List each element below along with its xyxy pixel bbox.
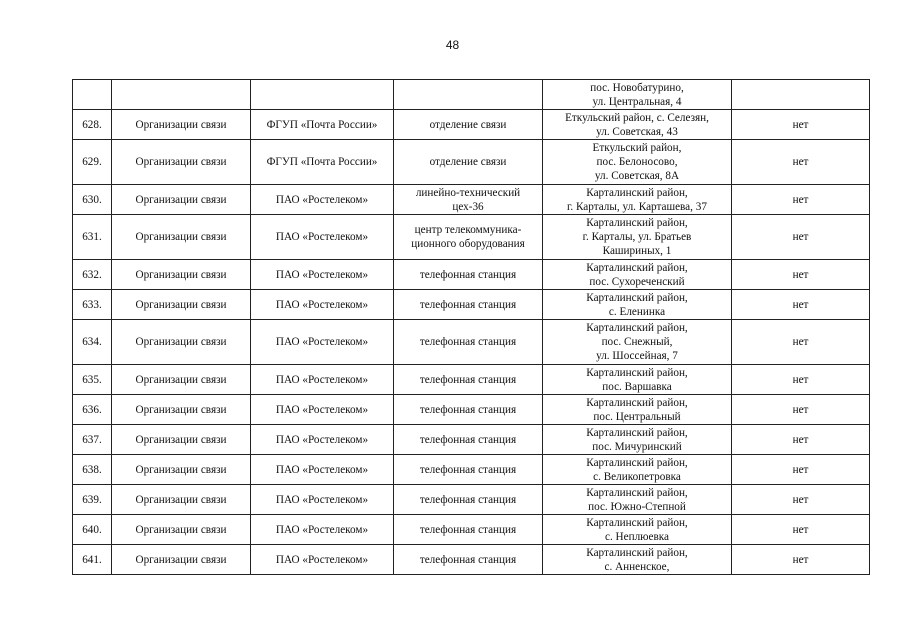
- table-row-continuation: [73, 80, 870, 110]
- organization-name-cell: ПАО «Ростелеком»: [251, 425, 394, 455]
- object-cell-line: телефонная станция: [419, 433, 517, 446]
- address-cell: [543, 80, 732, 110]
- object-cell-line: ционного оборудования: [411, 238, 525, 250]
- address-cell: [543, 260, 732, 290]
- row-number-cell: 629.: [73, 140, 112, 185]
- table-row: [73, 110, 870, 140]
- table-row: [73, 215, 870, 260]
- status-cell: нет: [732, 455, 870, 485]
- object-cell-line: телефонная станция: [419, 463, 517, 476]
- row-number-cell: [73, 80, 112, 110]
- address-cell-line: Карталинский район,: [586, 366, 688, 379]
- organization-type-cell: Организации связи: [112, 515, 251, 545]
- address-cell-line: Карталинский район,: [586, 486, 688, 499]
- organization-name-cell: ПАО «Ростелеком»: [251, 515, 394, 545]
- address-cell-line: пос. Южно-Степной: [588, 500, 686, 513]
- organization-name-cell: ПАО «Ростелеком»: [251, 455, 394, 485]
- row-number-cell: 633.: [73, 290, 112, 320]
- page-number: 48: [445, 38, 460, 52]
- address-cell-line: Карталинский район,: [586, 546, 688, 559]
- object-cell: [394, 215, 543, 260]
- object-cell-line: линейно-технический: [415, 186, 521, 199]
- organization-name-cell: ПАО «Ростелеком»: [251, 260, 394, 290]
- object-cell-line: телефонная станция: [419, 336, 517, 348]
- address-cell-line: Карталинский район,: [586, 322, 688, 334]
- organization-name-cell: ПАО «Ростелеком»: [251, 395, 394, 425]
- status-cell: нет: [732, 365, 870, 395]
- object-cell: [394, 485, 543, 515]
- organization-name-cell: ПАО «Ростелеком»: [251, 485, 394, 515]
- object-cell-line: центр телекоммуника-: [414, 224, 522, 236]
- address-cell-line: пос. Сухореченский: [589, 275, 685, 288]
- object-cell: [394, 425, 543, 455]
- row-number-cell: 638.: [73, 455, 112, 485]
- address-cell-line: Карталинский район,: [586, 456, 688, 469]
- row-number-cell: 635.: [73, 365, 112, 395]
- organization-type-cell: Организации связи: [112, 455, 251, 485]
- organization-name-cell: ФГУП «Почта России»: [251, 140, 394, 185]
- organization-name-cell: [251, 80, 394, 110]
- organization-type-cell: Организации связи: [112, 290, 251, 320]
- address-cell: [543, 485, 732, 515]
- object-cell: [394, 80, 543, 110]
- object-cell: [394, 515, 543, 545]
- row-number-cell: 637.: [73, 425, 112, 455]
- organization-type-cell: Организации связи: [112, 215, 251, 260]
- row-number-cell: 628.: [73, 110, 112, 140]
- row-number-cell: 636.: [73, 395, 112, 425]
- row-number-cell: 632.: [73, 260, 112, 290]
- address-cell-line: с. Еленинка: [608, 305, 666, 318]
- address-cell-line: с. Анненское,: [604, 560, 670, 573]
- address-cell: [543, 545, 732, 575]
- status-cell: нет: [732, 515, 870, 545]
- address-cell-line: Еткульский район, с. Селезян,: [565, 111, 709, 124]
- status-cell: нет: [732, 320, 870, 365]
- row-number-cell: 640.: [73, 515, 112, 545]
- address-cell: [543, 365, 732, 395]
- table-row: [73, 290, 870, 320]
- status-cell: нет: [732, 545, 870, 575]
- status-cell: нет: [732, 110, 870, 140]
- object-cell: [394, 290, 543, 320]
- address-cell: [543, 515, 732, 545]
- address-cell-line: ул. Советская, 43: [596, 125, 678, 138]
- address-cell-line: пос. Белоносово,: [596, 156, 678, 168]
- organization-type-cell: Организации связи: [112, 140, 251, 185]
- organization-name-cell: ФГУП «Почта России»: [251, 110, 394, 140]
- table-row: [73, 185, 870, 215]
- organization-name-cell: ПАО «Ростелеком»: [251, 320, 394, 365]
- organization-type-cell: Организации связи: [112, 260, 251, 290]
- object-cell-line: телефонная станция: [419, 523, 517, 536]
- registry-table: [72, 79, 870, 575]
- table-row: [73, 395, 870, 425]
- address-cell: [543, 395, 732, 425]
- status-cell: нет: [732, 290, 870, 320]
- table-row: [73, 515, 870, 545]
- organization-type-cell: Организации связи: [112, 110, 251, 140]
- address-cell-line: ул. Шоссейная, 7: [596, 350, 678, 362]
- address-cell-line: пос. Центральный: [593, 410, 681, 423]
- organization-type-cell: Организации связи: [112, 395, 251, 425]
- organization-name-cell: ПАО «Ростелеком»: [251, 290, 394, 320]
- status-cell: нет: [732, 215, 870, 260]
- object-cell: [394, 260, 543, 290]
- address-cell-line: пос. Мичуринский: [592, 440, 682, 453]
- organization-name-cell: ПАО «Ростелеком»: [251, 215, 394, 260]
- organization-type-cell: [112, 80, 251, 110]
- row-number-cell: 634.: [73, 320, 112, 365]
- object-cell: [394, 140, 543, 185]
- address-cell-line: с. Неплюевка: [604, 530, 669, 543]
- organization-name-cell: ПАО «Ростелеком»: [251, 185, 394, 215]
- organization-type-cell: Организации связи: [112, 365, 251, 395]
- address-cell-line: пос. Варшавка: [602, 380, 672, 393]
- object-cell: [394, 320, 543, 365]
- row-number-cell: 641.: [73, 545, 112, 575]
- address-cell: [543, 215, 732, 260]
- organization-name-cell: ПАО «Ростелеком»: [251, 545, 394, 575]
- object-cell: [394, 365, 543, 395]
- row-number-cell: 630.: [73, 185, 112, 215]
- object-cell-line: цех-36: [452, 200, 484, 213]
- registry-table-body: [73, 80, 870, 575]
- object-cell: [394, 185, 543, 215]
- address-cell: [543, 140, 732, 185]
- table-row: [73, 140, 870, 185]
- organization-type-cell: Организации связи: [112, 320, 251, 365]
- status-cell: нет: [732, 140, 870, 185]
- table-row: [73, 455, 870, 485]
- address-cell-line: Карталинский район,: [586, 261, 688, 274]
- table-row: [73, 485, 870, 515]
- address-cell-line: пос. Новобатурино,: [590, 81, 684, 94]
- address-cell-line: Карталинский район,: [586, 516, 688, 529]
- address-cell-line: Карталинский район,: [586, 217, 688, 229]
- address-cell-line: Еткульский район,: [592, 142, 682, 154]
- status-cell: нет: [732, 260, 870, 290]
- object-cell: [394, 395, 543, 425]
- address-cell: [543, 110, 732, 140]
- address-cell: [543, 185, 732, 215]
- address-cell-line: г. Карталы, ул. Братьев: [582, 231, 692, 243]
- table-row: [73, 365, 870, 395]
- object-cell: [394, 545, 543, 575]
- status-cell: нет: [732, 185, 870, 215]
- address-cell-line: Карталинский район,: [586, 396, 688, 409]
- address-cell-line: Карталинский район,: [586, 426, 688, 439]
- address-cell-line: ул. Центральная, 4: [592, 95, 682, 108]
- row-number-cell: 639.: [73, 485, 112, 515]
- address-cell-line: Карталинский район,: [586, 186, 688, 199]
- address-cell: [543, 425, 732, 455]
- object-cell-line: отделение связи: [429, 156, 507, 168]
- address-cell-line: г. Карталы, ул. Карташева, 37: [567, 200, 707, 213]
- table-row: [73, 260, 870, 290]
- status-cell: нет: [732, 485, 870, 515]
- object-cell-line: телефонная станция: [419, 493, 517, 506]
- object-cell-line: телефонная станция: [419, 298, 517, 311]
- address-cell-line: Кашириных, 1: [602, 245, 672, 257]
- organization-name-cell: ПАО «Ростелеком»: [251, 365, 394, 395]
- table-row: [73, 545, 870, 575]
- organization-type-cell: Организации связи: [112, 545, 251, 575]
- object-cell-line: телефонная станция: [419, 403, 517, 416]
- object-cell: [394, 455, 543, 485]
- address-cell-line: Карталинский район,: [586, 291, 688, 304]
- object-cell-line: телефонная станция: [419, 268, 517, 281]
- status-cell: нет: [732, 425, 870, 455]
- row-number-cell: 631.: [73, 215, 112, 260]
- object-cell-line: телефонная станция: [419, 373, 517, 386]
- address-cell: [543, 455, 732, 485]
- object-cell: [394, 110, 543, 140]
- address-cell: [543, 290, 732, 320]
- address-cell-line: ул. Советская, 8А: [594, 170, 680, 182]
- organization-type-cell: Организации связи: [112, 185, 251, 215]
- status-cell: [732, 80, 870, 110]
- organization-type-cell: Организации связи: [112, 485, 251, 515]
- status-cell: нет: [732, 395, 870, 425]
- address-cell-line: пос. Снежный,: [601, 336, 673, 348]
- object-cell-line: телефонная станция: [419, 553, 517, 566]
- table-row: [73, 320, 870, 365]
- object-cell-line: отделение связи: [429, 118, 507, 131]
- address-cell-line: с. Великопетровка: [593, 470, 681, 483]
- organization-type-cell: Организации связи: [112, 425, 251, 455]
- address-cell: [543, 320, 732, 365]
- table-row: [73, 425, 870, 455]
